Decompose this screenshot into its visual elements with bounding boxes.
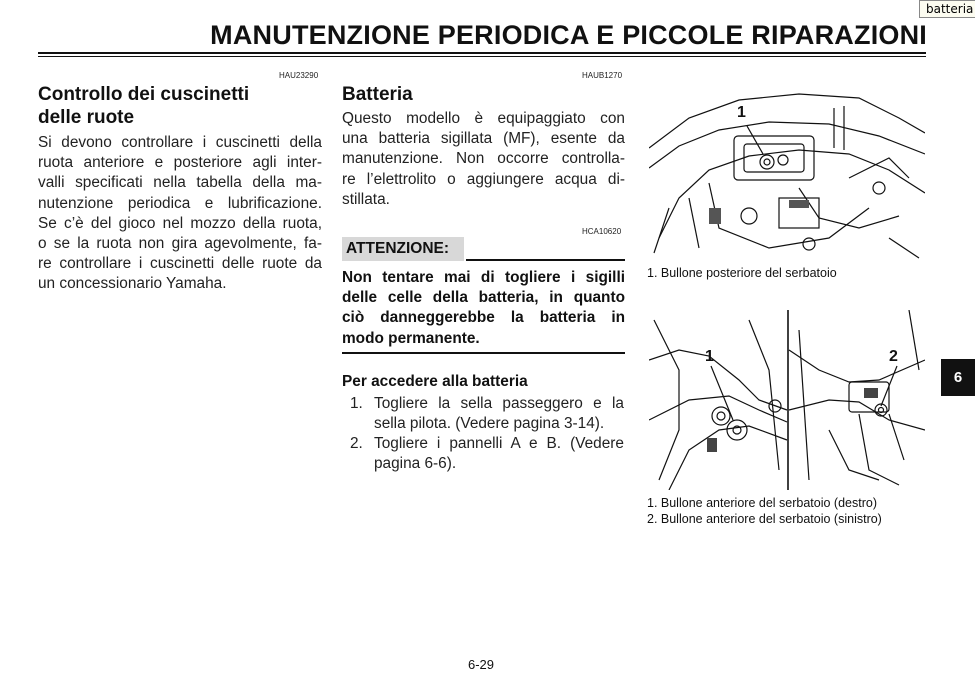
caution-line: Non tentare mai di togliere i sigilli (342, 269, 625, 286)
heading-line: delle ruote (38, 107, 135, 128)
figure-caption: 2. Bullone anteriore del serbatoio (sinistro) (647, 512, 882, 526)
list-item (350, 434, 625, 476)
section-heading: Batteria (342, 84, 413, 105)
body-line: re l’elettrolito o aggiungere acqua di- (342, 170, 625, 188)
caution-text (342, 268, 625, 349)
chapter-tab: 6 (941, 359, 975, 396)
figure-callout: 1 (705, 348, 714, 365)
list-item-number: 1. (350, 395, 363, 412)
figure-callout: 2 (889, 348, 898, 365)
list-item-line: Togliere la sella passeggero e la (374, 395, 624, 412)
figure-callout: 1 (737, 104, 746, 121)
caution-label: ATTENZIONE: (342, 237, 464, 261)
figure-rear-tank-bolt (649, 88, 925, 260)
list-item-line: sella pilota. (Vedere pagina 3-14). (374, 415, 605, 433)
body-line: valli specificati nella tabella della ma- (38, 174, 322, 192)
header-rule-thick (38, 52, 926, 54)
section-heading (38, 83, 328, 129)
figure-front-tank-bolts (649, 310, 925, 490)
body-line: Questo modello è equipaggiato con (342, 110, 625, 127)
body-line: re controllare i cuscinetti delle ruote da (38, 255, 322, 273)
body-line: Se c’è del gioco nel mozzo della ruota, (38, 214, 322, 232)
body-line: o se la ruota non gira agevolmente, fa- (38, 235, 322, 253)
figure-caption: 1. Bullone anteriore del serbatoio (destro) (647, 496, 877, 510)
list-item-number: 2. (350, 435, 363, 452)
figure-caption: 1. Bullone posteriore del serbatoio (647, 266, 837, 280)
tooltip: batteria (919, 0, 975, 18)
list-item (350, 394, 625, 436)
list-item-line: pagina 6-6). (374, 455, 457, 473)
body-line: manutenzione. Non occorre controlla- (342, 150, 625, 168)
header-rule-thin (38, 56, 926, 57)
list-item-text (374, 434, 624, 474)
section-body (38, 133, 322, 295)
section-code: HAU23290 (279, 71, 319, 80)
body-line: Si devono controllare i cuscinetti della (38, 134, 322, 151)
caution-rule (466, 259, 625, 261)
body-line: una batteria sigillata (MF), esente da (342, 130, 625, 148)
page-number: 6-29 (468, 657, 495, 672)
subheading: Per accedere alla batteria (342, 373, 528, 390)
list-item-line: Togliere i pannelli A e B. (Vedere (374, 435, 624, 452)
list-item-text (374, 394, 624, 434)
caution-line: delle celle della batteria, in quanto (342, 289, 625, 307)
heading-line: Controllo dei cuscinetti (38, 84, 250, 105)
section-body (342, 109, 625, 210)
figure-illustration (649, 88, 925, 260)
caution-line: modo permanente. (342, 329, 480, 347)
caution-line: ciò danneggerebbe la batteria in (342, 309, 625, 327)
body-line: stillata. (342, 190, 390, 208)
figure-illustration (649, 310, 925, 490)
page-header-title: MANUTENZIONE PERIODICA E PICCOLE RIPARAZIONI (210, 20, 927, 50)
body-line: nutenzione periodica e lubrificazione. (38, 194, 322, 212)
caution-code: HCA10620 (582, 227, 622, 236)
section-code: HAUB1270 (582, 71, 623, 80)
body-line: ruota anteriore e posteriore agli inter- (38, 154, 322, 172)
body-line: un concessionario Yamaha. (38, 275, 227, 293)
caution-bottom-rule (342, 352, 625, 354)
